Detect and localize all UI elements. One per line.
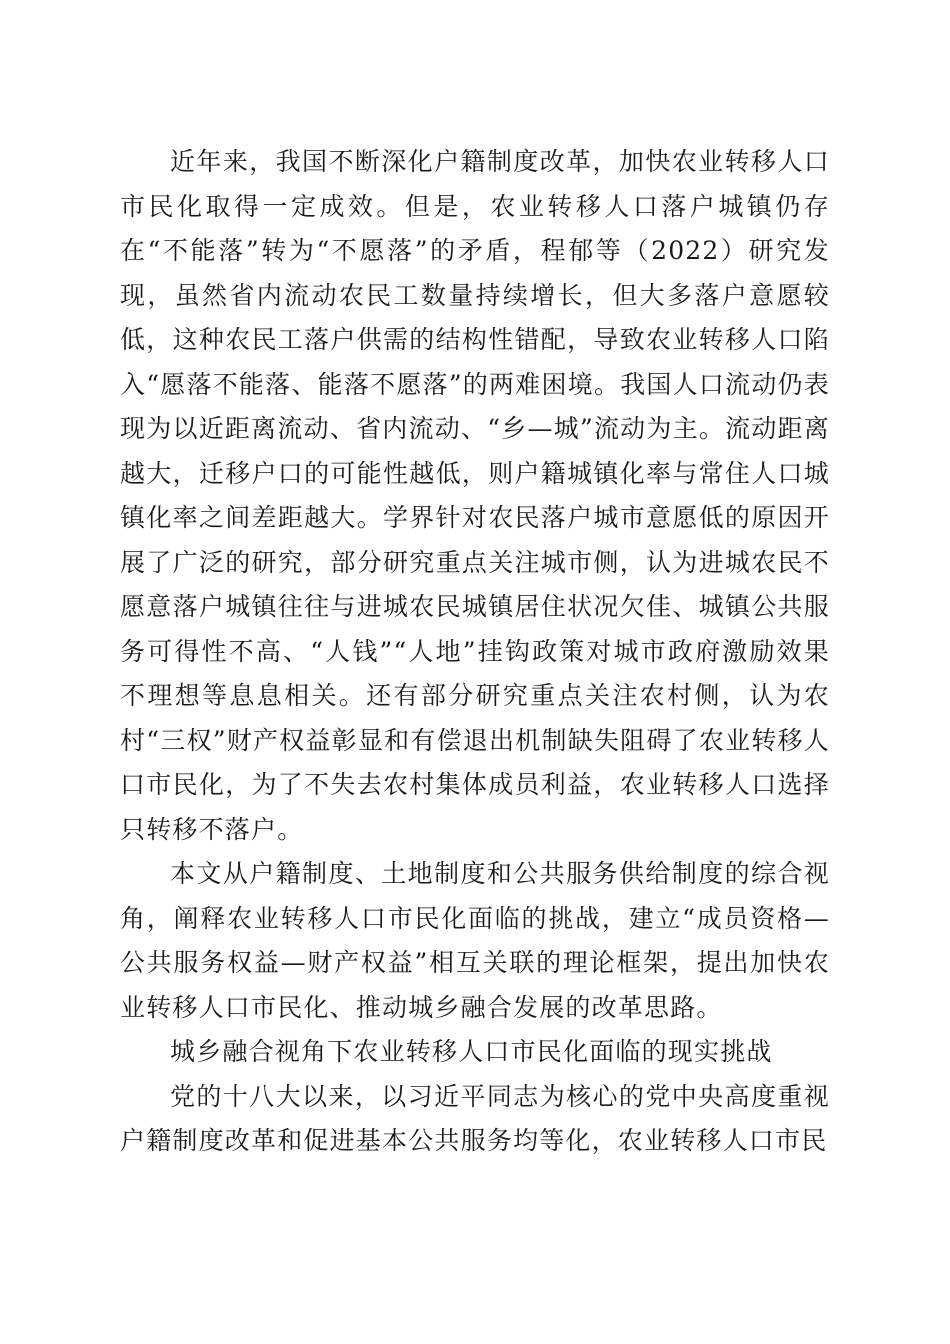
- document-body: [120, 140, 830, 1164]
- paragraph-intro: 近年来，我国不断深化户籍制度改革，加快农业转移人口市民化取得一定成效。但是，农业转移人口落户城镇仍存在“不能落”转为“不愿落”的矛盾，程郁等（2022）研究发现，虽然省内流动农民工数量持续增长，但大多落户意愿较低，这种农民工落户供需的结构性错配，导致农业转移人口陷入“愿落不能落、能落不愿落”的两难困境。我国人口流动仍表现为以近距离流动、省内流动、“乡—城”流动为主。流动距离越大，迁移户口的可能性越低，则户籍城镇化率与常住人口城镇化率之间差距越大。学界针对农民落户城市意愿低的原因开展了广泛的研究，部分研究重点关注城市侧，认为进城农民不愿意落户城镇往往与进城农民城镇居住状况欠佳、城镇公共服务可得性不高、“人钱”“人地”挂钩政策对城市政府激励效果不理想等息息相关。还有部分研究重点关注农村侧，认为农村“三权”财产权益彰显和有偿退出机制缺失阻碍了农业转移人口市民化，为了不失去农村集体成员利益，农业转移人口选择只转移不落户。: [120, 147, 830, 844]
- paragraph-framework: 本文从户籍制度、土地制度和公共服务供给制度的综合视角，阐释农业转移人口市民化面临的挑战，建立“成员资格—公共服务权益—财产权益”相互关联的理论框架，提出加快农业转移人口市民化、推动城乡融合发展的改革思路。: [120, 859, 830, 1022]
- section-heading: 城乡融合视角下农业转移人口市民化面临的现实挑战: [170, 1037, 773, 1066]
- paragraph-section-start: 党的十八大以来，以习近平同志为核心的党中央高度重视户籍制度改革和促进基本公共服务均等化，农业转移人口市民: [120, 1081, 830, 1155]
